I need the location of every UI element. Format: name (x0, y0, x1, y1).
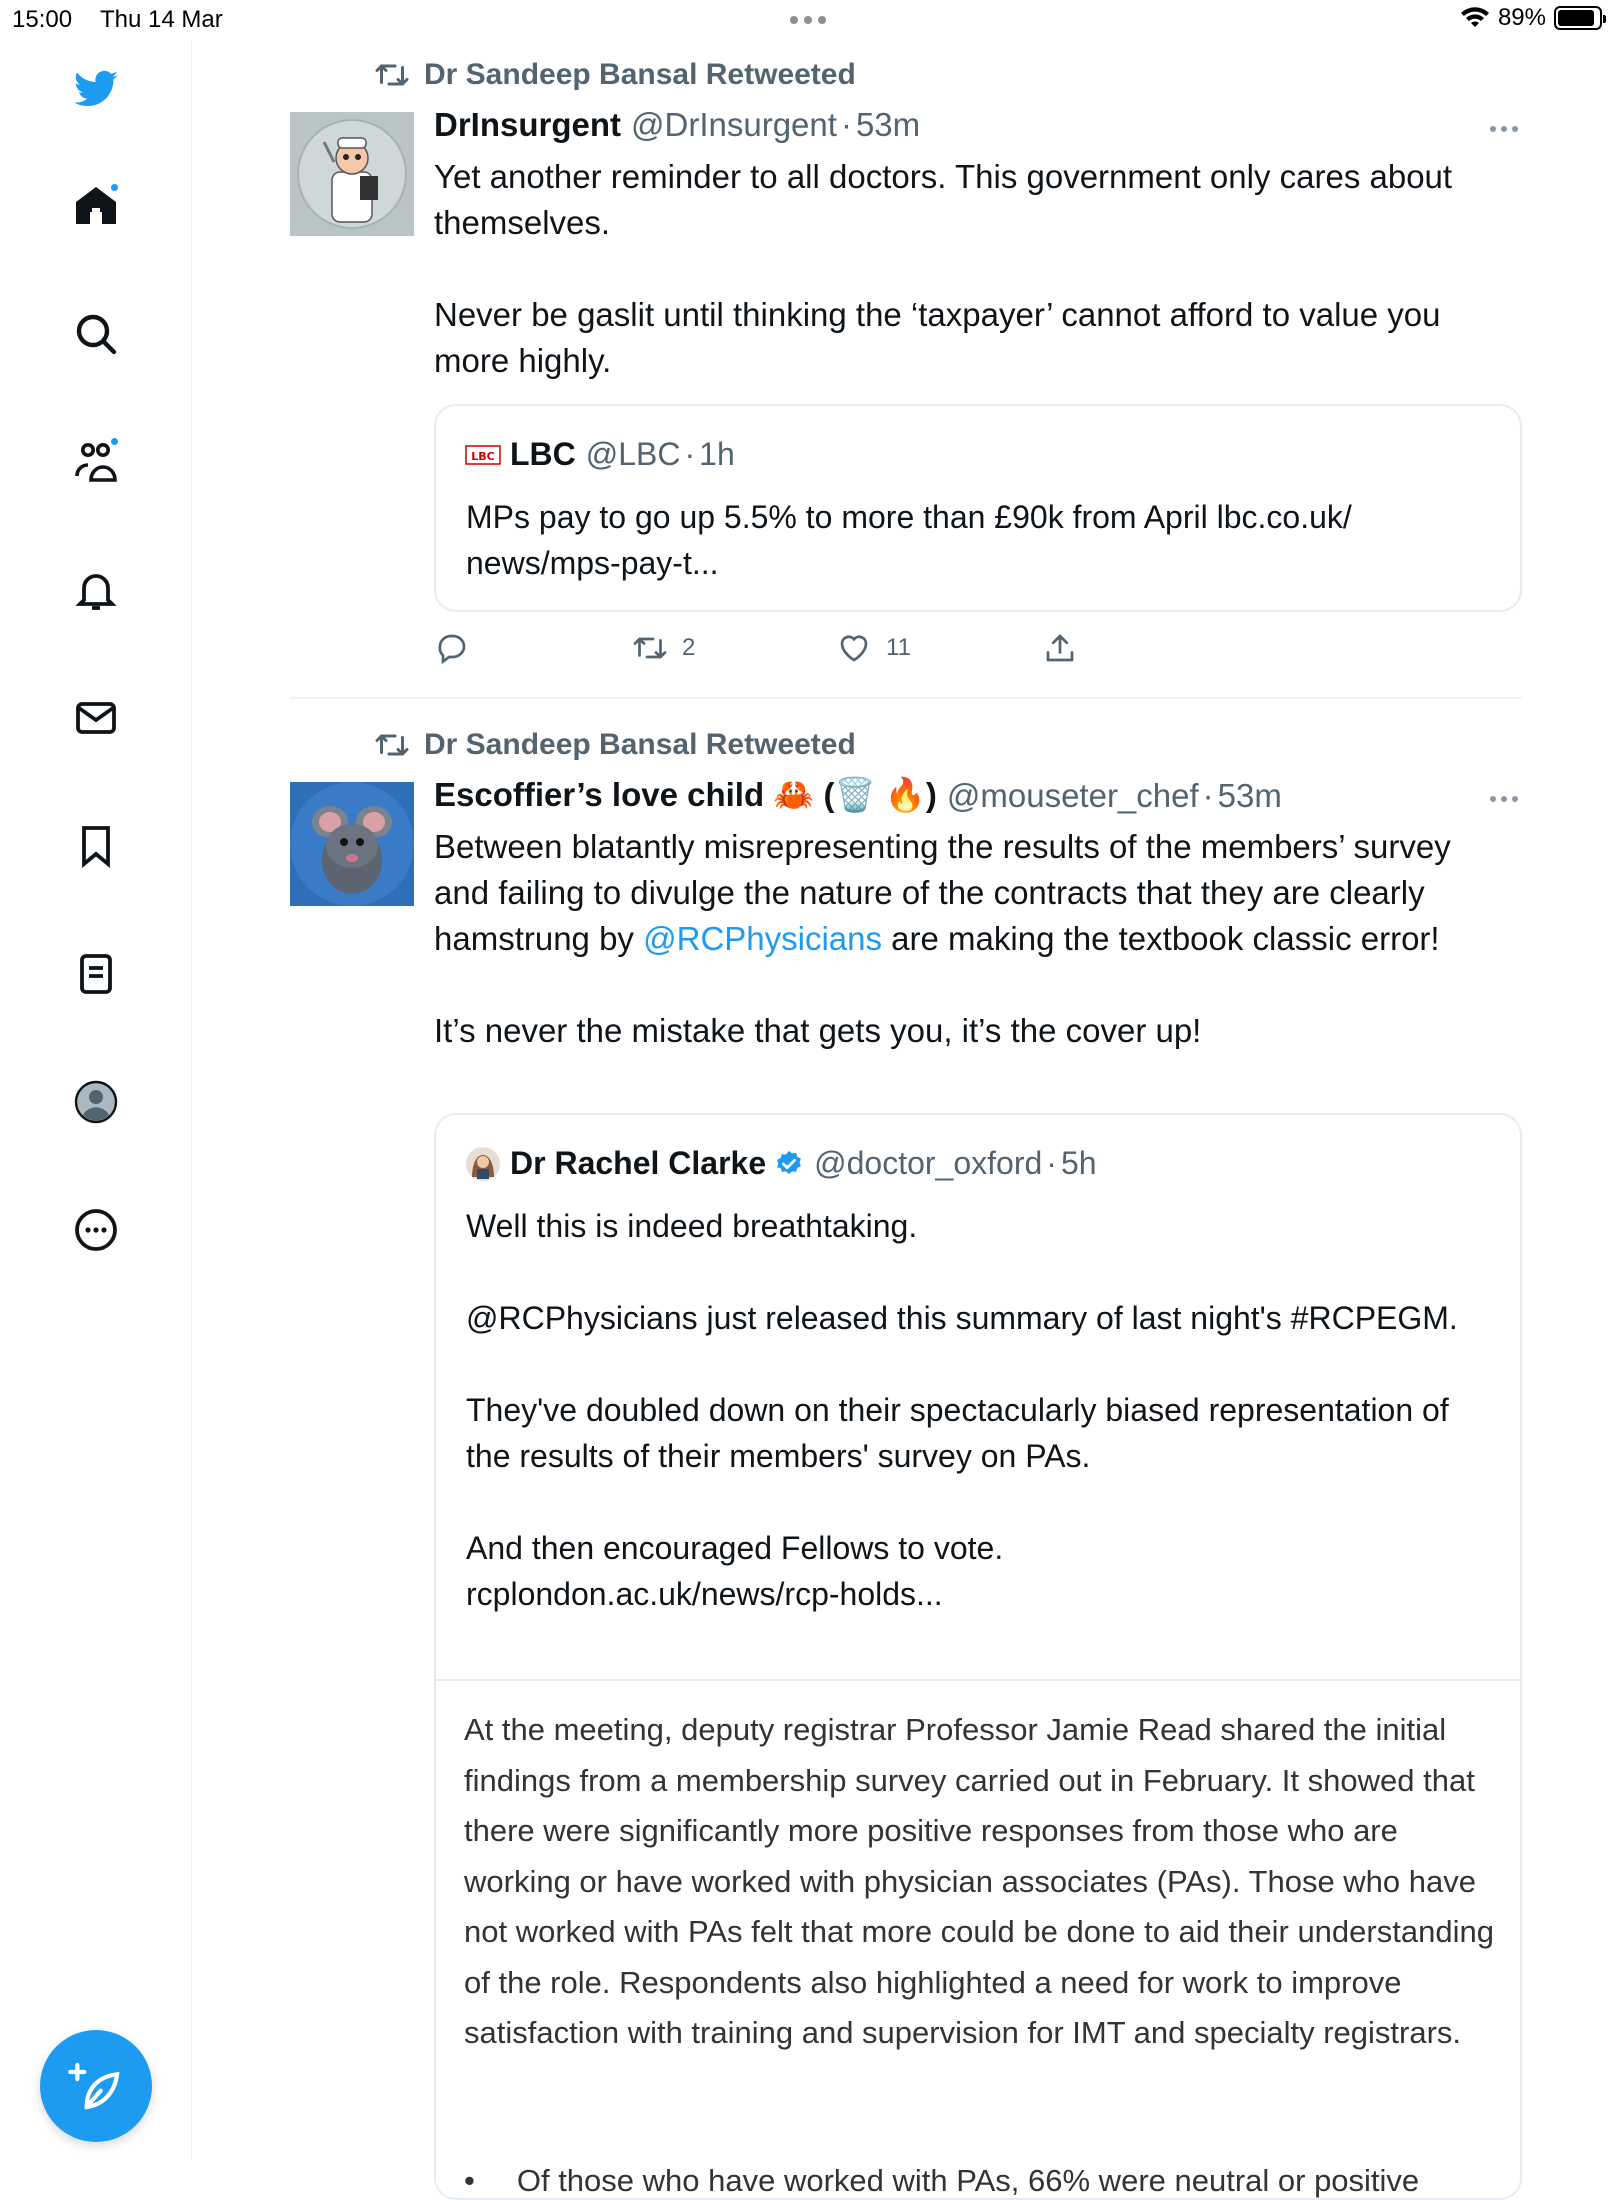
multitasking-dots[interactable] (790, 16, 826, 24)
share-icon (1042, 630, 1078, 666)
profile-icon[interactable] (60, 1066, 132, 1138)
communities-icon[interactable] (60, 426, 132, 498)
sidebar (0, 40, 192, 2160)
retweet-indicator (374, 58, 856, 92)
quoted-avatar (466, 1147, 500, 1181)
author-handle[interactable]: @DrInsurgent (631, 106, 837, 143)
author-name[interactable]: DrInsurgent (434, 106, 622, 143)
quoted-author-name: Dr Rachel Clarke (510, 1145, 767, 1181)
author-handle[interactable]: @mouseter_chef (946, 776, 1199, 814)
more-icon[interactable] (60, 1194, 132, 1266)
mention-link[interactable]: @RCPhysicians (643, 920, 883, 957)
more-options-icon[interactable] (1490, 126, 1518, 132)
avatar[interactable] (290, 782, 414, 906)
bullet-dot: • (464, 2163, 475, 2198)
quoted-tweet-header (466, 1145, 1097, 1182)
media-divider (436, 1679, 1520, 1681)
tweet-text-part: are making the textbook classic error! It’s never the mistake that gets you, it’s the cover up! (434, 920, 1440, 1049)
status-date: Thu 14 Mar (100, 6, 223, 33)
retweet-indicator (374, 728, 856, 762)
bookmark-icon[interactable] (60, 810, 132, 882)
compose-feather-icon (68, 2058, 124, 2114)
retweet-button[interactable] (632, 630, 695, 666)
quoted-image-text[interactable]: At the meeting, deputy registrar Professor Jamie Read shared the initial findings from a membership survey carried out in February. It showed that there were significantly more positive responses from those who are working or have worked with physician associates (PAs). Those who have not worked with PAs felt that more could be done to aid their understanding of the role. Respondents also highlighted a need for work to improve satisfaction with training and supervision for IMT and specialty registrars. (464, 1712, 1494, 2050)
quoted-author-handle: @doctor_oxford (814, 1145, 1043, 1181)
retweeted-by-text: Dr Sandeep Bansal Retweeted (424, 728, 856, 761)
heart-icon (836, 630, 872, 666)
status-right (1460, 4, 1602, 32)
mail-icon[interactable] (60, 682, 132, 754)
share-button[interactable] (1042, 630, 1078, 666)
home-icon[interactable] (60, 170, 132, 242)
bullet-text: Of those who have worked with PAs, 66% were neutral or positive (516, 2163, 1420, 2198)
author-name[interactable]: Escoffier’s love child 🦀 (🗑️ 🔥) (434, 776, 937, 813)
quoted-tweet-time: 5h (1060, 1145, 1097, 1181)
like-button[interactable] (836, 630, 911, 666)
home-badge (109, 182, 120, 193)
avatar[interactable] (290, 112, 414, 236)
tweet-text-part: Between blatantly misrepresenting the results of the members’ survey and failing to divulge the nature of the contracts that they are clearly hamstrung by (434, 828, 1460, 957)
quoted-tweet-header (466, 436, 735, 473)
quoted-tweet[interactable] (434, 404, 1522, 612)
retweet-icon (374, 730, 410, 760)
more-options-icon[interactable] (1490, 796, 1518, 802)
quoted-tweet-text: Well this is indeed breathtaking. @RCPhysicians just released this summary of last night's #RCPEGM. They've doubled down on their spectacularly biased representation of the results of their members' survey on PAs. And then encouraged Fellows to vote. rcplondon.ac.uk/news/rcp-holds... (466, 1208, 1458, 1612)
twitter-bird-icon[interactable] (60, 54, 132, 126)
communities-badge (109, 436, 120, 447)
status-bar (0, 0, 1620, 40)
retweet-icon (632, 630, 668, 666)
tweet-text (434, 824, 1514, 1054)
quoted-tweet-text: MPs pay to go up 5.5% to more than £90k from April lbc.co.uk/ news/mps-pay-t... (466, 499, 1352, 581)
search-icon[interactable] (60, 298, 132, 370)
tweet-text: Yet another reminder to all doctors. This government only cares about themselves. Never be gaslit until thinking the ‘taxpayer’ cannot afford to value you more highly. (434, 158, 1453, 379)
retweet-count: 2 (682, 634, 696, 661)
separator: · (840, 106, 852, 143)
compose-button[interactable] (40, 2030, 152, 2142)
battery-icon (1554, 6, 1602, 30)
tweet-time[interactable]: 53m (855, 106, 921, 143)
quoted-image-bullet (464, 2163, 1419, 2199)
tweet-header (434, 106, 920, 144)
svg-text:LBC: LBC (471, 449, 495, 463)
quoted-author-handle: @LBC (585, 436, 681, 472)
tweet-time[interactable]: 53m (1217, 776, 1282, 814)
battery-percent: 89% (1497, 4, 1546, 31)
retweet-icon (374, 60, 410, 90)
status-time: 15:00 (12, 6, 73, 33)
separator: · (1046, 1145, 1057, 1181)
quoted-author-name: LBC (510, 436, 576, 472)
like-count: 11 (886, 634, 911, 661)
retweeted-by-text: Dr Sandeep Bansal Retweeted (424, 58, 856, 91)
bell-icon[interactable] (60, 554, 132, 626)
separator: · (684, 436, 696, 472)
verified-badge-icon (774, 1149, 804, 1179)
separator: · (1202, 776, 1214, 814)
wifi-icon (1460, 6, 1490, 30)
lbc-logo-icon (466, 444, 500, 466)
quoted-tweet[interactable] (434, 1113, 1522, 2200)
lists-icon[interactable] (60, 938, 132, 1010)
tweet-header (434, 776, 1282, 815)
quoted-tweet-time: 1h (699, 436, 735, 472)
reply-button[interactable] (434, 630, 470, 666)
tweet-divider (290, 697, 1522, 699)
reply-icon (434, 630, 470, 666)
